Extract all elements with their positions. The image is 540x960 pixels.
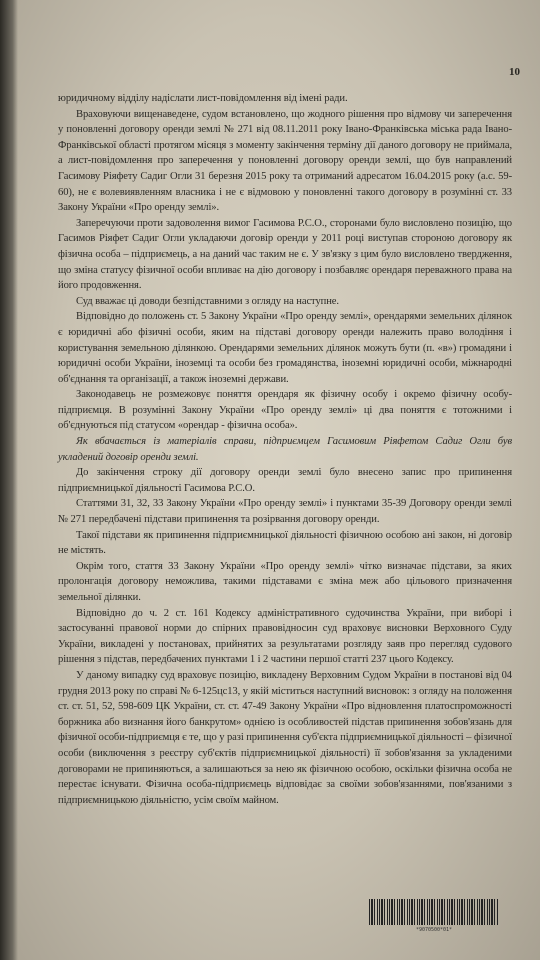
paragraph: юридичному відділу надіслати лист-повідомлення від імені ради. [58,93,348,104]
paragraph: Як вбачається із матеріалів справи, підприємцем Гасимовим Ріяфетом Садиг Огли був укладений договір оренди землі. [58,436,512,463]
document-body [58,91,512,808]
paragraph: Відповідно до ч. 2 ст. 161 Кодексу адміністративного судочинства України, при виборі і застосуванні правової норми до спірних правовідносин суд враховує висновки Верховного Суду України, викладені у постановах, прийнятих за результатами розгляду заяв про перегляд судового рішення з підстав, передбачених пунктами 1 і 2 частини першої статті 237 цього Кодексу. [58,607,512,666]
paragraph: Відповідно до положень ст. 5 Закону України «Про оренду землі», орендарями земельних ділянок є юридичні або фізичні особи, яким на підставі договору оренди належить право володіння і користування земельною ділянкою. Орендарями земельних ділянок можуть бути (п. «в») громадяни і юридичні особи України, іноземці та особи без громадянства, іноземні юридичні особи, міжнародні об'єднання та організації, а також іноземні держави. [58,311,512,385]
paragraph: Окрім того, стаття 33 Закону України «Про оренду землі» чітко визначає підстави, за яких пролонгація договору неможлива, такими підставами є зміна меж або цільового призначення земельної ділянки. [58,560,512,603]
paragraph: Враховуючи вищенаведене, судом встановлено, що жодного рішення про відмову чи заперечення у поновленні договору оренди землі № 271 від 08.11.2011 року Івано-Франківська міська рада Івано-Франківської області протягом місяця з моменту закінчення терміну дії даного договору не приймала, а лист-повідомлення про заперечення у поновленні договору оренди землі, що був направлений Гасимову Ріяфету Садиг Огли 31 березня 2015 року та отриманий адресатом 16.04.2015 року (а.с. 59-60), не є волевиявленням власника і не є відмовою у поновленні такого договору в розумінні ст. 33 Закону України «Про оренду землі». [58,108,512,214]
barcode-bars [369,899,499,925]
paragraph: Статтями 31, 32, 33 Закону України «Про оренду землі» і пунктами 35-39 Договору оренди землі № 271 передбачені підстави припинення та розірвання договору оренди. [58,498,512,526]
page-number: 10 [509,66,520,78]
barcode-number: *9070500*01* [415,927,453,933]
barcode [369,899,499,935]
paragraph: Законодавець не розмежовує поняття орендаря як фізичну особу і окремо фізичну особу-підприємця. В розумінні Закону України «Про оренду землі» ці два поняття є тотожними і об'єднуються під статусом «орендар - фізична особа». [58,389,512,432]
paragraph: У даному випадку суд враховує позицію, викладену Верховним Судом України в постанові від 04 грудня 2013 року по справі № 6-125цс13, у якій міститься наступний висновок: з огляду на положення ст. ст. 51, 52, 598-609 ЦК України, ст. ст. 47-49 Закону України «Про відновлення платоспроможності боржника або визнання його банкрутом» однією із особливостей підстав припинення зобов'язань для фізичної особи-підприємця є те, що у разі припинення суб'єкта підприємницької діяльності – фізичної особи (виключення з реєстру суб'єктів підприємницької діяльності) її зобов'язання за укладеними договорами не припиняються, а залишаються за нею як фізичною особою, оскільки фізична особа не перестає існувати. Фізична особа-підприємець відповідає за своїми зобов'язаннями, пов'язаними з підприємницькою діяльністю, усім своїм майном. [58,669,512,806]
paragraph: Суд вважає ці доводи безпідставними з огляду на наступне. [76,295,339,307]
paragraph: Такої підстави як припинення підприємницької діяльності фізичною особою ані закон, ні договір не містять. [58,529,512,557]
document-page [14,55,526,960]
paragraph: Заперечуючи проти задоволення вимог Гасимова Р.С.О., сторонами було висловлено позицію, що Гасимов Ріяфет Садиг Огли укладаючи договір оренди у 2011 році виступав стороною договору як фізична особа – підприємець, а на даний час таким не є. У зв'язку з цим було висловлено твердження, що зміна статусу фізичної особи впливає на дію договору і позбавляє орендаря переважного права на його продовження. [58,217,512,292]
paragraph: До закінчення строку дії договору оренди землі було внесено запис про припинення підприємницької діяльності Гасимова Р.С.О. [58,467,512,494]
